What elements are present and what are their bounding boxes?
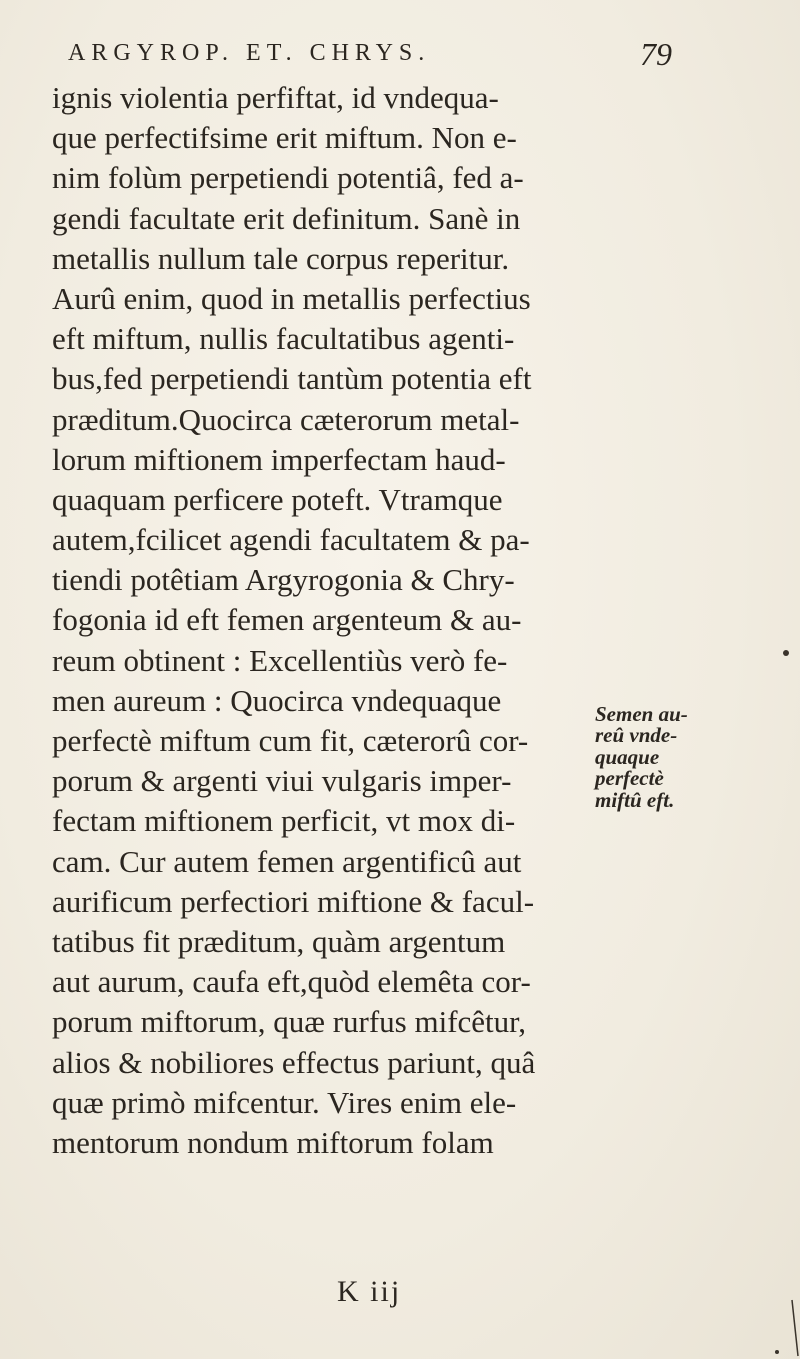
text-line: metallis nullum tale corpus reperitur. — [52, 240, 510, 276]
running-head: ARGYROP. ET. CHRYS. — [68, 40, 431, 66]
text-line: alios & nobiliores effectus pariunt, quâ — [52, 1044, 536, 1080]
text-line: mentorum nondum miftorum folam — [52, 1124, 494, 1160]
text-line: men aureum : Quocirca vndequaque — [52, 682, 502, 718]
text-line: autem,fcilicet agendi facultatem & pa- — [52, 522, 530, 558]
text-line: Aurû enim, quod in metallis perfectius — [52, 280, 531, 316]
text-line: quaquam perficere poteft. Vtramque — [52, 481, 503, 517]
marginal-note-line: reû vnde- — [595, 723, 678, 748]
text-line: eft miftum, nullis facultatibus agenti- — [52, 321, 515, 357]
text-line: tatibus fit præditum, quàm argentum — [52, 923, 506, 959]
text-line: lorum miftionem imperfectam haud- — [52, 441, 506, 477]
text-line: perfectè miftum cum fit, cæterorû cor- — [52, 723, 529, 758]
marginal-note-line: quaque — [595, 744, 660, 769]
page-number: 79 — [640, 36, 672, 72]
text-line: porum miftorum, quæ rurfus mifcêtur, — [52, 1004, 527, 1040]
text-line: ignis violentia perfiftat, id vndequa- — [52, 80, 499, 115]
text-line: cam. Cur autem femen argentificû aut — [52, 843, 522, 879]
text-line: præditum.Quocirca cæterorum metal- — [52, 401, 520, 437]
signature-mark: K iij — [337, 1275, 402, 1308]
marginal-note-line: Semen au- — [595, 702, 688, 726]
text-line: aurificum perfectiori miftione & facul- — [52, 883, 535, 919]
text-line: reum obtinent : Excellentiùs verò fe- — [52, 642, 508, 678]
text-line: porum & argenti viui vulgaris imper- — [52, 763, 512, 799]
text-line: quæ primò mifcentur. Vires enim ele- — [52, 1084, 517, 1120]
text-line: aut aurum, caufa eft,quòd elemêta cor- — [52, 964, 531, 1000]
text-line: nim folùm perpetiendi potentiâ, fed a- — [52, 160, 524, 196]
text-line: fectam miftionem perficit, vt mox di- — [52, 803, 516, 839]
text-line: bus,fed perpetiendi tantùm potentia eft — [52, 361, 532, 397]
marginal-note-line: miftû eft. — [595, 787, 675, 812]
text-line: fogonia id eft femen argenteum & au- — [52, 602, 522, 638]
text-line: que perfectifsime erit miftum. Non e- — [52, 120, 517, 156]
text-line: gendi facultate erit definitum. Sanè in — [52, 200, 521, 236]
marginal-note-line: perfectè — [595, 766, 664, 791]
text-line: tiendi potêtiam Argyrogonia & Chry- — [52, 562, 515, 598]
